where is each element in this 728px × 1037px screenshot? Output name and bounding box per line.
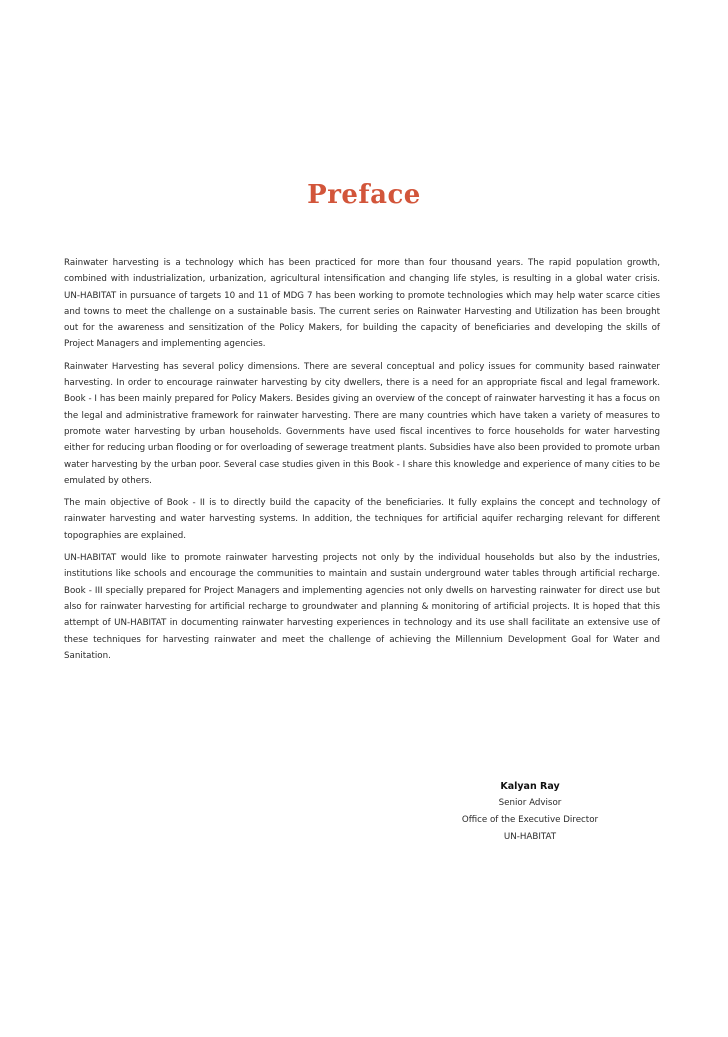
signatory-position: Senior Advisor [498,798,562,808]
preface-body [64,255,660,670]
signature-block [430,778,630,846]
paragraph-3: The main objective of Book - II is to directly build the capacity of the beneficiaries. It fully explains the concept and technology of rainwater harvesting and water harvesting systems. In addition, the techniques for artificial aquifer recharging relevant for different topographies are explained. [64,498,660,541]
paragraph-4: UN-HABITAT would like to promote rainwater harvesting projects not only by the individual households but also by the industries, institutions like schools and encourage the communities to maintain and sustain underground water tables through artificial recharge. Book - III specially prepared for Project Managers and implementing agencies not only dwells on harvesting rainwater for direct use but also for rainwater harvesting for artificial recharge to groundwater and planning & monitoring of artificial projects. It is hoped that this attempt of UN-HABITAT in documenting rainwater harvesting experiences in technology and its use shall facilitate an extensive use of these techniques for harvesting rainwater and meet the challenge of achieving the Millennium Development Goal for Water and Sanitation. [64,553,660,661]
signatory-organization: UN-HABITAT [503,832,557,842]
page-title: Preface [307,180,421,210]
signatory-office: Office of the Executive Director [461,815,599,825]
paragraph-1: Rainwater harvesting is a technology which has been practiced for more than four thousand years. The rapid population growth, combined with industrialization, urbanization, agricultural intensification and changing life styles, is resulting in a global water crisis. UN-HABITAT in pursuance of targets 10 and 11 of MDG 7 has been working to promote technologies which may help water scarce cities and towns to meet the challenge on a sustainable basis. The current series on Rainwater Harvesting and Utilization has been brought out for the awareness and sensitization of the Policy Makers, for building the capacity of beneficiaries and developing the skills of Project Managers and implementing agencies. [64,258,660,350]
signatory-name: Kalyan Ray [500,781,560,792]
paragraph-2: Rainwater Harvesting has several policy dimensions. There are several conceptual and policy issues for community based rainwater harvesting. In order to encourage rainwater harvesting by city dwellers, there is a need for an appropriate fiscal and legal framework. Book - I has been mainly prepared for Policy Makers. Besides giving an overview of the concept of rainwater harvesting it has a focus on the legal and administrative framework for rainwater harvesting. There are many countries which have taken a variety of measures to promote water harvesting by urban households. Governments have used fiscal incentives to force households for water harvesting either for reducing urban flooding or for overloading of sewerage treatment plants. Subsidies have also been provided to promote urban water harvesting by the urban poor. Several case studies given in this Book - I share this knowledge and experience of many cities to be emulated by others. [64,361,660,486]
